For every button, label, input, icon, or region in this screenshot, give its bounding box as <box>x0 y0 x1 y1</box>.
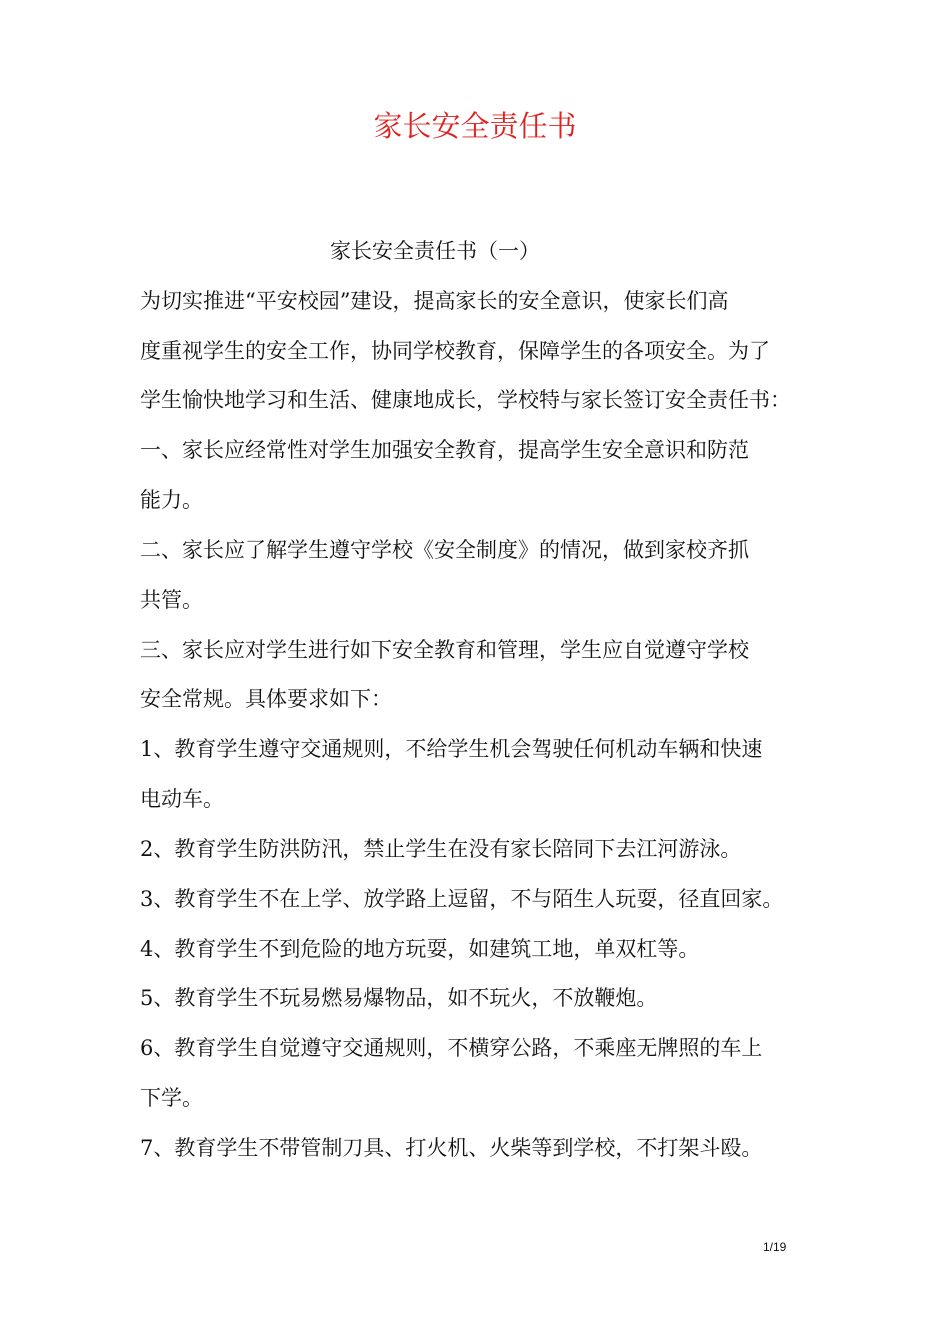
text-line: 能力。 <box>140 488 203 512</box>
page-number: 1/19 <box>763 1240 787 1254</box>
text-line: 下学。 <box>140 1086 203 1110</box>
text-line: 安全常规。具体要求如下： <box>140 687 392 711</box>
document-title: 家长安全责任书 <box>373 109 577 143</box>
text-line: 学生愉快地学习和生活、健康地成长，学校特与家长签订安全责任书： <box>140 388 791 412</box>
text-line: 2、教育学生防洪防汛，禁止学生在没有家长陪同下去江河游泳。 <box>140 837 742 861</box>
text-line: 4、教育学生不到危险的地方玩耍，如建筑工地，单双杠等。 <box>140 937 700 961</box>
text-line: 度重视学生的安全工作，协同学校教育，保障学生的各项安全。为了 <box>140 339 770 363</box>
text-line: 3、教育学生不在上学、放学路上逗留，不与陌生人玩耍，径直回家。 <box>140 887 784 911</box>
text-line: 共管。 <box>140 588 203 612</box>
text-line: 电动车。 <box>140 787 224 811</box>
text-line: 6、教育学生自觉遵守交通规则，不横穿公路，不乘座无牌照的车上 <box>140 1036 763 1060</box>
text-line: 为切实推进“平安校园”建设，提高家长的安全意识，使家长们高 <box>140 289 729 313</box>
text-line: 5、教育学生不玩易燃易爆物品，如不玩火，不放鞭炮。 <box>140 986 658 1010</box>
text-line: 1、教育学生遵守交通规则，不给学生机会驾驶任何机动车辆和快速 <box>140 737 763 761</box>
text-line: 二、家长应了解学生遵守学校《安全制度》的情况，做到家校齐抓 <box>140 538 749 562</box>
text-line: 7、教育学生不带管制刀具、打火机、火柴等到学校，不打架斗殴。 <box>140 1136 763 1160</box>
text-line: 一、家长应经常性对学生加强安全教育，提高学生安全意识和防范 <box>140 438 749 462</box>
text-line: 三、家长应对学生进行如下安全教育和管理，学生应自觉遵守学校 <box>140 638 749 662</box>
section-subtitle: 家长安全责任书（一） <box>330 239 540 263</box>
